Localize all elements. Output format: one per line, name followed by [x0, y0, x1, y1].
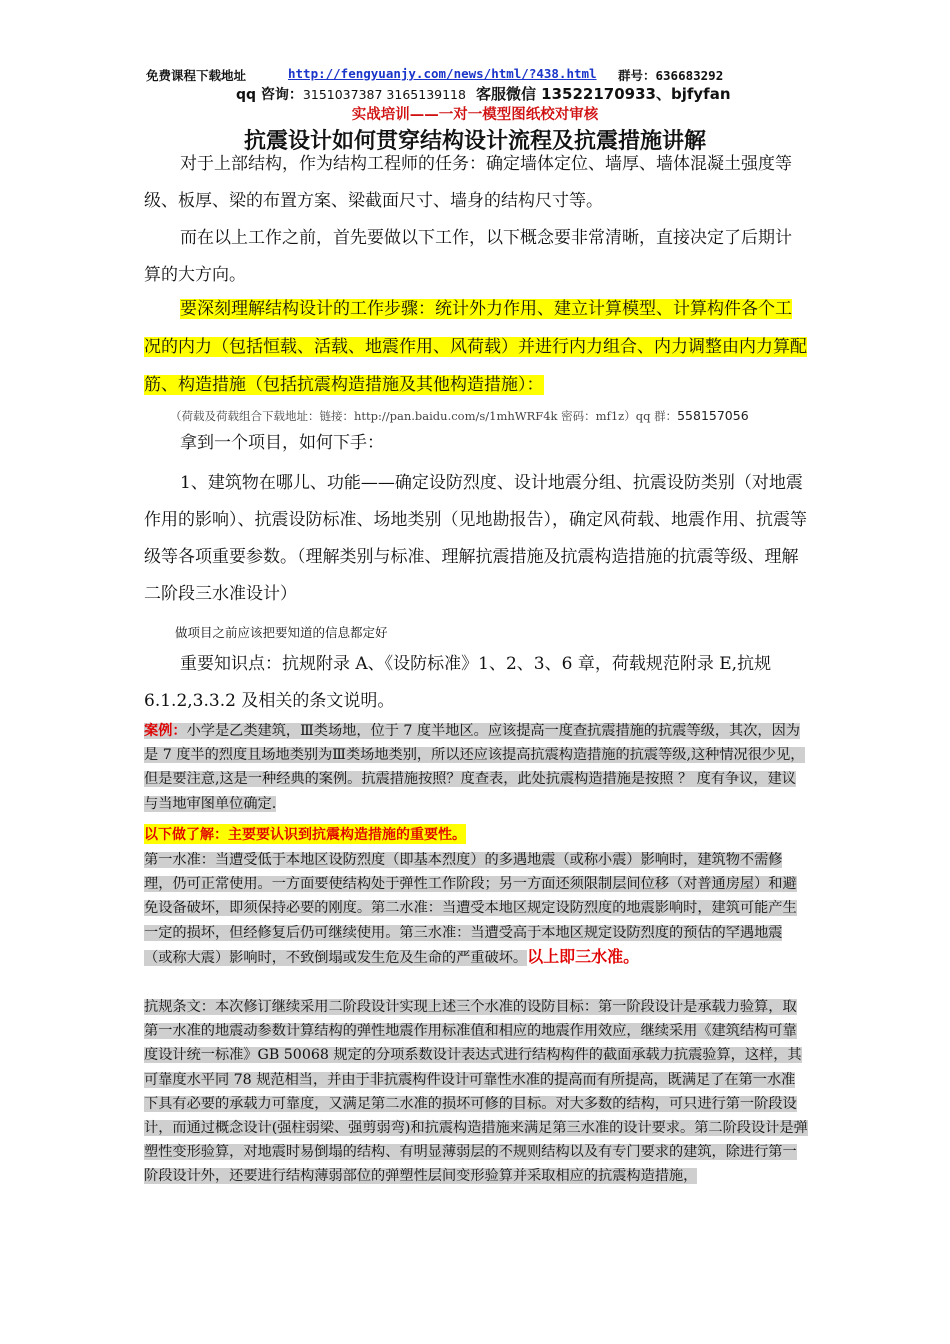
- paragraph-info-note: 做项目之前应该把要知道的信息都定好: [175, 625, 388, 640]
- wechat-contact: 客服微信 13522170933、bjfyfan: [475, 85, 731, 103]
- paragraph-knowledge-points: 重要知识点：抗规附录 A、《设防标准》1、2、3、6 章，荷载规范附录 E,抗规6.1.2,3.3.2 及相关的条文说明。: [144, 654, 772, 711]
- note-text: （荷载及荷载组合下载地址：链接：http://pan.baidu.com/s/1mhWRF4k 密码：mf1z）qq 群：: [170, 409, 678, 423]
- case-paragraph: [144, 719, 808, 816]
- paragraph-step-one: 1、建筑物在哪儿、功能——确定设防烈度、设计地震分组、抗震设防类别（对地震作用的影响）、抗震设防标准、场地类别（见地勘报告），确定风荷载、地震作用、抗震等级等各项重要参数。（理解类别与标准、理解抗震措施及抗震构造措施的抗震等级、理解二阶段三水准设计）: [144, 473, 807, 604]
- paragraph-preparation: 而在以上工作之前，首先要做以下工作，以下概念要非常清晰，直接决定了后期计算的大方向。: [144, 228, 792, 285]
- code-paragraph: [144, 995, 808, 1189]
- header-download-line: [146, 66, 846, 84]
- paragraph-design-steps: [144, 290, 808, 404]
- qq-label: qq 咨询：: [236, 87, 303, 103]
- understand-heading: 以下做了解：主要要认识到抗震构造措施的重要性。: [144, 824, 466, 844]
- code-text: 抗规条文：本次修订继续采用二阶段设计实现上述三个水准的设防目标：第一阶段设计是承载力验算，取第一水准的地震动参数计算结构的弹性地震作用标准值和相应的地震作用效应，继续采用《建筑结构可靠度设计统一标准》GB 50068 规定的分项系数设计表达式进行结构构件的截面承载力抗震验算，这样，其可靠度水平同 78 规范相当，并由于非抗震构件设计可靠性水准的提高而有所提高，既满足了在第一水准下具有必要的承载力可靠度，又满足第二水准的损坏可修的目标。对大多数的结构，可只进行第一阶段设计，而通过概念设计(强柱弱梁、强剪弱弯)和抗震构造措施来满足第三水准的设计要求。第二阶段设计是弹塑性变形验算，对地震时易倒塌的结构、有明显薄弱层的不规则结构以及有专门要求的建筑，除进行第一阶段设计外，还要进行结构薄弱部位的弹塑性层间变形验算并采取相应的抗震构造措施，: [144, 999, 808, 1185]
- note-qq-group: 558157056: [677, 408, 749, 423]
- download-label: 免费课程下载地址: [146, 68, 247, 83]
- three-levels-paragraph: [144, 848, 808, 970]
- paragraph-start-project: 拿到一个项目，如何下手：: [180, 433, 384, 453]
- paragraph-tasks: 对于上部结构，作为结构工程师的任务：确定墙体定位、墙厚、墙体混凝土强度等级、板厚、梁的布置方案、梁截面尺寸、墙身的结构尺寸等。: [144, 154, 792, 211]
- header-contact-line: [236, 83, 731, 104]
- qq-numbers: 3151037387 3165139118: [302, 87, 466, 102]
- three-levels-tail: 以上即三水准。: [527, 946, 640, 966]
- group-number: 群号：636683292: [618, 68, 724, 83]
- case-text: 小学是乙类建筑，Ⅲ类场地，位于 7 度半地区。应该提高一度查抗震措施的抗震等级，其次，因为是 7 度半的烈度且场地类别为Ⅲ类场地类别，所以还应该提高抗震构造措施的抗震等级,这种情况很少见，但是要注意,这是一种经典的案例。抗震措施按照？度查表，此处抗震构造措施是按照 ？ 度有争议，建议与当地审图单位确定.: [144, 723, 805, 812]
- case-label: 案例：: [144, 723, 187, 739]
- training-banner: 实战培训——一对一模型图纸校对审核: [351, 107, 599, 123]
- highlighted-steps: 要深刻理解结构设计的工作步骤：统计外力作用、建立计算模型、计算构件各个工况的内力（包括恒载、活载、地震作用、风荷载）并进行内力组合、内力调整由内力算配筋、构造措施（包括抗震构造措施及其他构造措施）：: [144, 299, 807, 395]
- document-title: 抗震设计如何贯穿结构设计流程及抗震措施讲解: [243, 129, 706, 154]
- download-link[interactable]: http://fengyuanjy.com/news/html/?438.html: [288, 66, 597, 81]
- three-levels-text: 第一水准：当遭受低于本地区设防烈度（即基本烈度）的多遇地震（或称小震）影响时，建筑物不需修理，仍可正常使用。一方面要使结构处于弹性工作阶段；另一方面还须限制层间位移（对普通房屋）和避免设备破坏，即须保持必要的刚度。第二水准：当遭受本地区规定设防烈度的地震影响时，建筑可能产生一定的损坏，但经修复后仍可继续使用。第三水准：当遭受高于本地区规定设防烈度的预估的罕遇地震（或称大震）影响时，不致倒塌或发生危及生命的严重破坏。: [144, 852, 797, 966]
- download-note: [170, 408, 749, 424]
